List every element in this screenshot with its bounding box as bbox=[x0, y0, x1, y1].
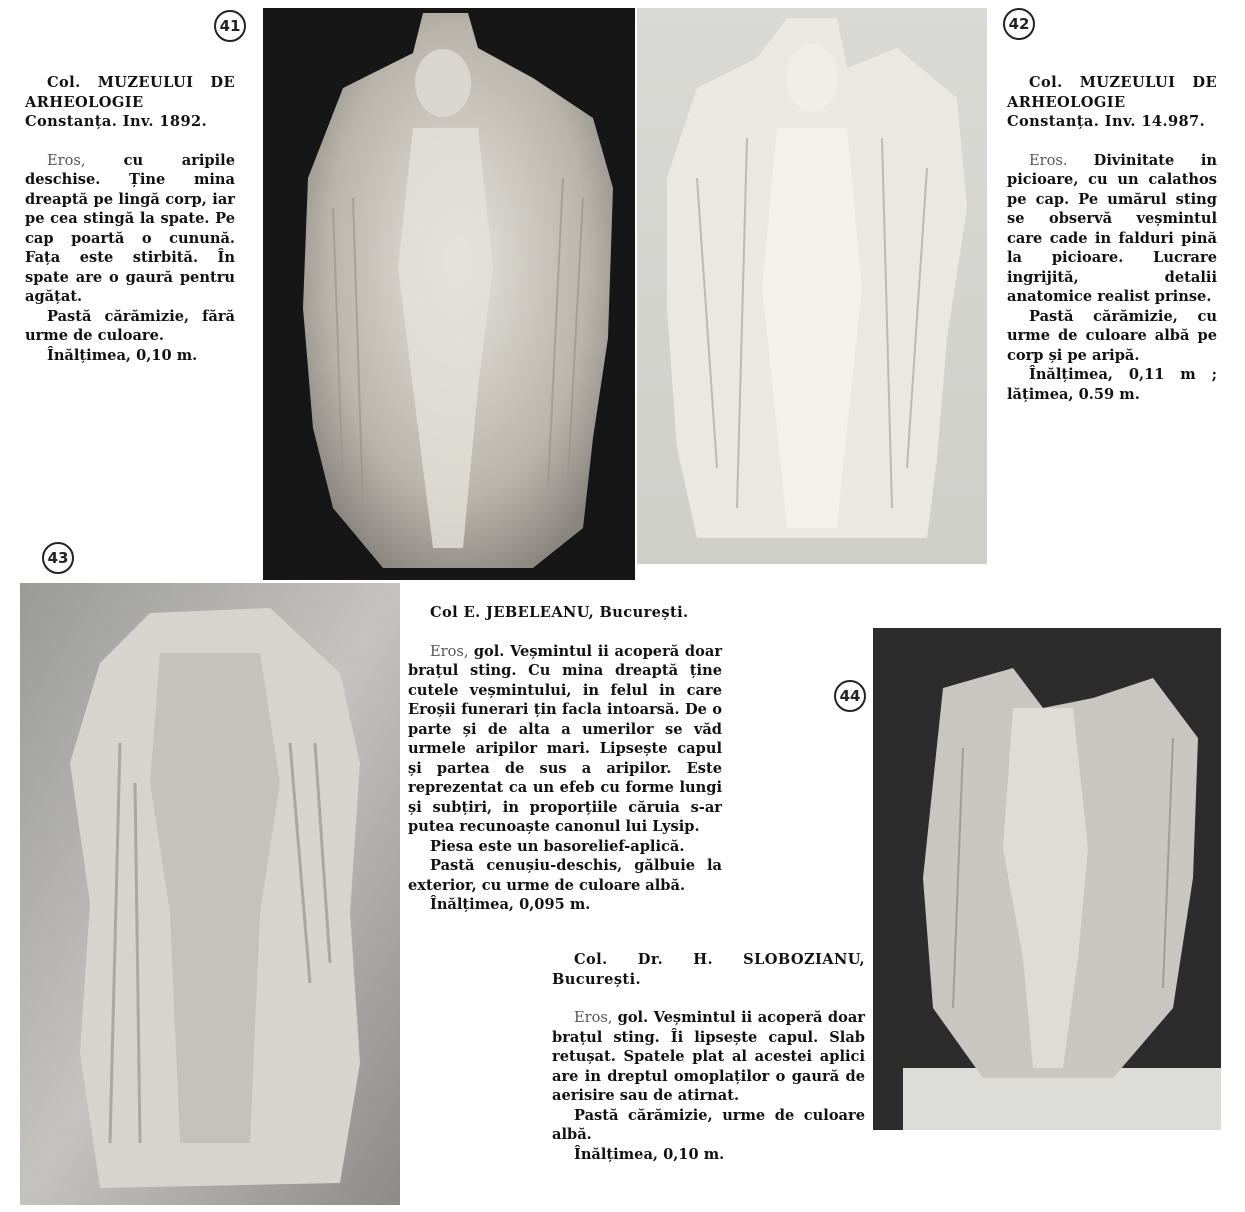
figure-43-photo bbox=[20, 583, 400, 1205]
caption-43-description: gol. Veșmintul ii acoperă doar brațul sting. Cu mina dreaptă ține cutele veșmintului, in felul in care Eroșii funerari țin facla intoarsă. De o parte și de alta a umerilor se văd urmele aripilor mari. Lipsește capul și partea de sus a aripilor. Este reprezentat ca un efeb cu forme lungi și subțiri, in proporțiile căruia s-ar putea recunoaște canonul lui Lysip. bbox=[408, 642, 723, 835]
caption-44-paste: Pastă cărămizie, urme de culoare albă. bbox=[552, 1106, 865, 1143]
caption-42-height: Înălțimea, 0,11 m ; lățimea, 0.59 m. bbox=[1007, 366, 1217, 403]
figure-42-photo bbox=[637, 8, 987, 564]
caption-42-lead: Eros. bbox=[1029, 151, 1068, 169]
caption-41-height: Înălțimea, 0,10 m. bbox=[47, 346, 198, 364]
eros-figurine-43-image bbox=[20, 583, 400, 1205]
caption-41-lead: Eros, bbox=[47, 151, 86, 169]
figure-44-photo bbox=[873, 628, 1221, 1130]
caption-41-description: cu aripile deschise. Ține mina dreaptă pe lingă corp, iar pe cea stingă la spate. Pe cap poartă o cunună. Fața este stirbită. În spate are o gaură pentru agățat. bbox=[25, 151, 235, 305]
caption-41 bbox=[25, 73, 235, 365]
figure-42-number: 42 bbox=[1003, 8, 1035, 40]
caption-44 bbox=[552, 950, 865, 1164]
caption-43-collection: Col E. JEBELEANU, București. bbox=[430, 604, 689, 621]
caption-43-extra: Piesa este un basorelief-aplică. bbox=[430, 837, 685, 855]
caption-44-lead: Eros, bbox=[574, 1009, 613, 1026]
caption-41-paste: Pastă cărămizie, fără urme de culoare. bbox=[25, 307, 235, 344]
figure-43-number: 43 bbox=[42, 542, 74, 574]
eros-figurine-42-image bbox=[637, 8, 987, 564]
caption-43-lead: Eros, bbox=[430, 642, 469, 660]
caption-43 bbox=[408, 603, 722, 915]
caption-42-description-paragraph bbox=[1007, 151, 1217, 307]
caption-43-paste: Pastă cenușiu-deschis, gălbuie la exterior, cu urme de culoare albă. bbox=[408, 857, 722, 894]
caption-42-collection: Col. MUZEULUI DE ARHEOLOGIE Constanța. Inv. 14.987. bbox=[1007, 74, 1217, 130]
figure-41-photo bbox=[263, 8, 635, 580]
caption-41-description-paragraph bbox=[25, 151, 235, 307]
eros-figurine-44-image bbox=[873, 628, 1221, 1130]
caption-44-height: Înălțimea, 0,10 m. bbox=[574, 1145, 725, 1163]
caption-41-collection: Col. MUZEULUI DE ARHEOLOGIE Constanța. Inv. 1892. bbox=[25, 74, 235, 130]
caption-44-description: gol. Veșmintul ii acoperă doar brațul sting. Îi lipsește capul. Slab retușat. Spatele plat al acestei aplici are in dreptul omoplaților o gaură de aerisire sau de atirnat. bbox=[552, 1009, 866, 1104]
caption-44-description-paragraph bbox=[552, 1008, 865, 1106]
figure-44-number: 44 bbox=[834, 680, 866, 712]
caption-42-paste: Pastă cărămizie, cu urme de culoare albă pe corp și pe aripă. bbox=[1007, 307, 1217, 364]
figure-41-number: 41 bbox=[214, 10, 246, 42]
caption-42-description: Divinitate in picioare, cu un calathos pe cap. Pe umărul sting se observă veșmintul care cade in falduri pină la picioare. Lucrare ingrijită, detalii anatomice realist prinse. bbox=[1007, 151, 1217, 305]
caption-43-height: Înălțimea, 0,095 m. bbox=[430, 896, 591, 913]
caption-42 bbox=[1007, 73, 1217, 404]
eros-figurine-41-image bbox=[263, 8, 635, 580]
caption-43-description-paragraph bbox=[408, 642, 722, 837]
caption-44-collection: Col. Dr. H. SLOBOZIANU, București. bbox=[552, 951, 865, 988]
